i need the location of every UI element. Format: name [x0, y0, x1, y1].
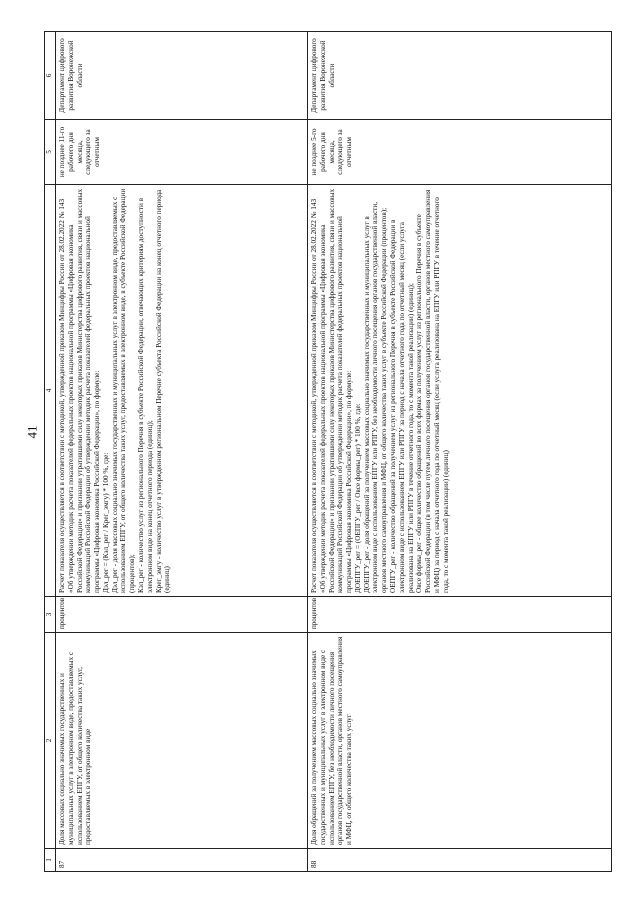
calculation-method	[308, 185, 612, 597]
header-col-6: 6	[45, 32, 56, 120]
header-col-4: 4	[45, 185, 56, 597]
method-line: ОЕПГУ_рег - количество обращений за получением услуг из регионального Перечня в субъекте Российской Федерации в электронном виде с использованием ЕПГУ или РПГУ за период с начала отчетного года по отчетный месяц (если услуга реализована на ЕПГУ или РПГУ в течение отчетного года, то с момента такой реализации) (единиц);	[389, 219, 415, 593]
rotated-table-container	[44, 32, 612, 872]
indicators-table	[44, 31, 612, 872]
reporting-period: не позднее 11-го рабочего дня месяца, следующего за отчетным	[56, 120, 308, 185]
header-row	[45, 32, 56, 872]
row-number: 87	[56, 849, 308, 872]
method-line: Дэл_рег = (Кэл_рег / Крег_эмгу) * 100 %, где:	[101, 452, 110, 593]
responsible-body: Департамент цифрового развития Воронежской области	[56, 32, 308, 120]
calculation-method	[56, 185, 308, 597]
page-number: 41	[24, 425, 40, 439]
indicator-name: Доля обращений за получением массовых социально значимых государственных и муниципальных услуг в электронном виде с использованием ЕПГУ, без необходимости личного посещения органов государственной власти, органов местного самоуправления и МФЦ, от общего количества таких услуг	[308, 633, 612, 849]
header-col-3: 3	[45, 597, 56, 633]
table-row	[308, 32, 612, 872]
unit-of-measure: процентов	[308, 597, 612, 633]
header-col-2: 2	[45, 633, 56, 849]
method-line: ДОЕПГУ_рег - доля обращений за получением массовых социально значимых государственных и муниципальных услуг в электронном виде с использованием ЕПГУ или РПГУ, без необходимости личного посещения органов государственной власти, органов местного самоуправления и МФЦ, от общего количества таких услуг в субъекте Российской Федерации (процентов);	[362, 201, 389, 593]
indicator-name: Доля массовых социально значимых государственных и муниципальных услуг в электронном виде, предоставляемых с использованием ЕПГУ, от общего количества таких услуг, предоставляемых в электронном виде	[56, 633, 308, 849]
method-line: Дэл_рег - доля массовых социально значимых государственных и муниципальных услуг в электронном виде, предоставляемых с использованием ЕПГУ, от общего количества таких услуг, предоставляемых в электронном виде, в субъекте Российской Федерации (процентов);	[110, 188, 137, 593]
unit-of-measure: процентов	[56, 597, 308, 633]
responsible-body: Департамент цифрового развития Воронежской области	[308, 32, 612, 120]
header-col-1: 1	[45, 849, 56, 872]
row-number: 88	[308, 849, 612, 872]
method-line: Овсе формы_рег - общее количество обращений во всех формах за получением услуг из регионального Перечня в субъекте Российской Федерации (в том числе путем личного посещения органов государственной власти, органов местного самоуправления и МФЦ) за период с начала отчетного года по отчетный месяц (если услуга реализована на ЕПГУ или РПГУ в течение отчетного года, то с момента такой реализации) (единиц)	[415, 189, 450, 593]
reporting-period: не позднее 5-го рабочего дня месяца, следующего за отчетным	[308, 120, 612, 185]
method-line: Расчет показателя осуществляется в соответствии с методикой, утвержденной приказом Минцифры России от 28.02.2022 № 143 «Об утверждении методик расчета показателей федеральных проектов национальной программы «Цифровая экономика Российской Федерации» и признании утратившими силу некоторых приказов Министерства цифрового развития, связи и массовых коммуникаций Российской Федерации об утверждении методик расчета показателей федеральных проектов национальной программы «Цифровая экономика Российской Федерации», по формуле:	[58, 188, 102, 593]
method-line: Кэл_рег - количество услуг из регионального Перечня в субъекте Российской Федерации, отвечающих критериям доступности в электронном виде на конец отчетного периода (единиц);	[137, 198, 154, 593]
method-line: ДОЕПГУ_рег = (ОЕПГУ_рег / Овсе формы_рег) * 100 %, где:	[353, 403, 362, 593]
method-line: Расчет показателя осуществляется в соответствии с методикой, утвержденной приказом Минцифры России от 28.02.2022 № 143 «Об утверждении методик расчета показателей федеральных проектов национальной программы «Цифровая экономика Российской Федерации» и признании утратившими силу некоторых приказов Министерства цифрового развития, связи и массовых коммуникаций Российской Федерации об утверждении методик расчета показателей федеральных проектов национальной программы «Цифровая экономика Российской Федерации», по формуле:	[310, 188, 354, 593]
header-col-5: 5	[45, 120, 56, 185]
method-line: Крег_эмгу - количество услуг в утвержденном региональном Перечне субъекта Российской Федерации на конец отчетного периода (единиц)	[154, 189, 172, 593]
table-row	[56, 32, 308, 872]
